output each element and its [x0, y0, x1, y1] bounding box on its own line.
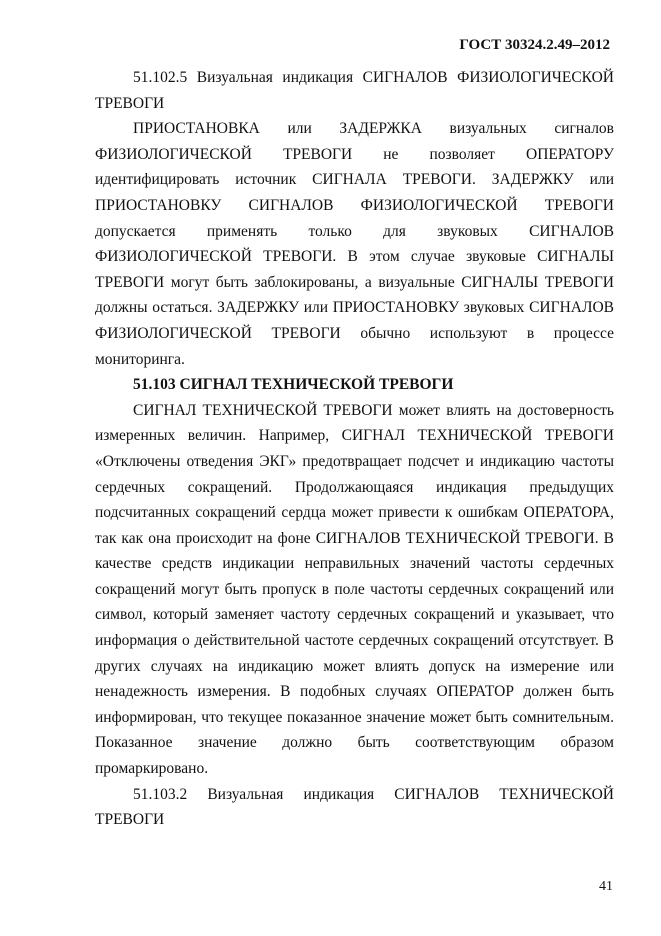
- page-number: 41: [599, 879, 613, 894]
- document-header-code: ГОСТ 30324.2.49–2012: [459, 37, 610, 53]
- document-body: [95, 65, 614, 833]
- subsection-title-51-102-5: 51.102.5 Визуальная индикация СИГНАЛОВ ФИЗИОЛОГИЧЕСКОЙ ТРЕВОГИ: [95, 69, 614, 112]
- paragraph-technical-alarm: СИГНАЛ ТЕХНИЧЕСКОЙ ТРЕВОГИ может влиять на достоверность измеренных величин. Например, СИГНАЛ ТЕХНИЧЕСКОЙ ТРЕВОГИ «Отключены отведения ЭКГ» предотвращает подсчет и индикацию частоты сердечных сокращений. Продолжающаяся индикация предыдущих подсчитанных сокращений сердца может привести к ошибкам ОПЕРАТОРА, так как она происходит на фоне СИГНАЛОВ ТЕХНИЧЕСКОЙ ТРЕВОГИ. В качестве средств индикации неправильных значений частоты сердечных сокращений могут быть пропуск в поле частоты сердечных сокращений или символ, который заменяет частоту сердечных сокращений и указывает, что информация о действительной частоте сердечных сокращений отсутствует. В других случаях на индикацию может влиять допуск на измерение или ненадежность измерения. В подобных случаях ОПЕРАТОР должен быть информирован, что текущее показанное значение может быть сомнительным. Показанное значение должно быть соответствующим образом промаркировано.: [95, 401, 614, 778]
- paragraph-alarm-pause: ПРИОСТАНОВКА или ЗАДЕРЖКА визуальных сигналов ФИЗИОЛОГИЧЕСКОЙ ТРЕВОГИ не позволяет ОПЕРАТОРУ идентифицировать источник СИГНАЛА ТРЕВОГИ. ЗАДЕРЖКУ или ПРИОСТАНОВКУ СИГНАЛОВ ФИЗИОЛОГИЧЕСКОЙ ТРЕВОГИ допускается применять только для звуковых СИГНАЛОВ ФИЗИОЛОГИЧЕСКОЙ ТРЕВОГИ. В этом случае звуковые СИГНАЛЫ ТРЕВОГИ могут быть заблокированы, а визуальные СИГНАЛЫ ТРЕВОГИ должны остаться. ЗАДЕРЖКУ или ПРИОСТАНОВКУ звуковых СИГНАЛОВ ФИЗИОЛОГИЧЕСКОЙ ТРЕВОГИ обычно используют в процессе мониторинга.: [95, 120, 614, 368]
- subsection-title-51-103-2: 51.103.2 Визуальная индикация СИГНАЛОВ ТЕХНИЧЕСКОЙ ТРЕВОГИ: [95, 785, 614, 829]
- section-heading-51-103: 51.103 СИГНАЛ ТЕХНИЧЕСКОЙ ТРЕВОГИ: [133, 376, 454, 394]
